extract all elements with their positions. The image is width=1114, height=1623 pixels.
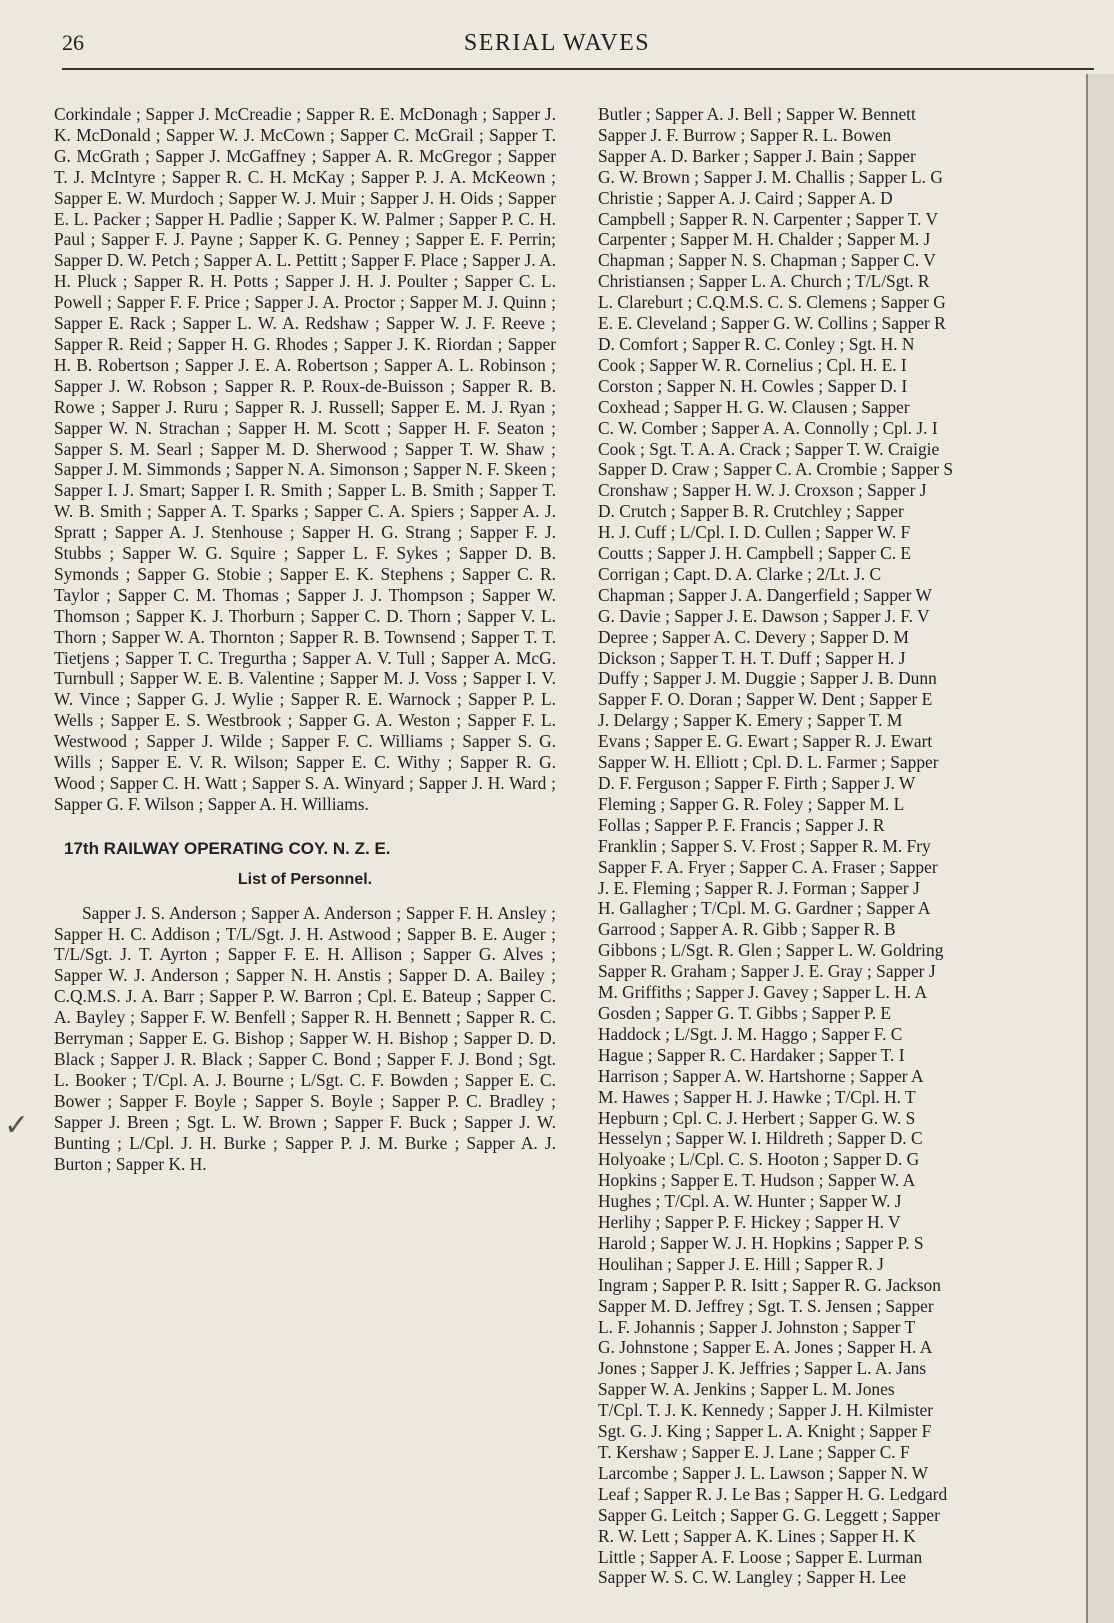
right-column-line: Dickson ; Sapper T. H. T. Duff ; Sapper H. J <box>598 647 906 668</box>
right-column-line: Leaf ; Sapper R. J. Le Bas ; Sapper H. G. Ledgard <box>598 1483 948 1504</box>
right-column-line: Sapper A. D. Barker ; Sapper J. Bain ; Sapper <box>598 145 916 166</box>
right-column-line: H. J. Cuff ; L/Cpl. I. D. Cullen ; Sapper W. F <box>598 522 911 543</box>
right-column-line: Cook ; Sapper W. R. Cornelius ; Cpl. H. E. I <box>598 354 907 375</box>
personnel-list-continued: Corkindale ; Sapper J. McCreadie ; Sapper R. E. McDonagh ; Sapper J. K. McDonald ; Sapper W. J. McCown ; Sapper C. McGrail ; Sapper T. G. McGrath ; Sapper J. McGaffney ; Sapper A. R. McGregor ; Sapper T. J. McIntyre ; Sapper R. C. H. McKay ; Sapper P. J. A. McKeown ; Sapper E. W. Murdoch ; Sapper W. J. Muir ; Sapper J. H. Oids ; Sapper E. L. Packer ; Sapper H. Padlie ; Sapper K. W. Palmer ; Sapper P. C. H. Paul ; Sapper F. J. Payne ; Sapper K. G. Penney ; Sapper E. F. Perrin; Sapper D. W. Petch ; Sapper A. L. Pettitt ; Sapper F. Place ; Sapper J. A. H. Pluck ; Sapper R. H. Potts ; Sapper J. H. J. Poulter ; Sapper C. L. Powell ; Sapper F. F. Price ; Sapper J. A. Proctor ; Sapper M. J. Quinn ; Sapper E. Rack ; Sapper L. W. A. Redshaw ; Sapper W. J. F. Reeve ; Sapper R. Reid ; Sapper H. G. Rhodes ; Sapper J. K. Riordan ; Sapper H. B. Robertson ; Sapper J. E. A. Robertson ; Sapper A. L. Robinson ; Sapper J. W. Robson ; Sapper R. P. Roux-de-Buisson ; Sapper R. B. Rowe ; Sapper J. Ruru ; Sapper R. J. Russell; Sapper E. M. J. Ryan ; Sapper W. N. Strachan ; Sapper H. M. Scott ; Sapper H. F. Seaton ; Sapper S. M. Searl ; Sapper M. D. Sherwood ; Sapper T. W. Shaw ; Sapper J. M. Simmonds ; Sapper N. A. Simonson ; Sapper N. F. Skeen ; Sapper I. J. Smart; Sapper I. R. Smith ; Sapper L. B. Smith ; Sapper T. W. B. Smith ; Sapper A. T. Sparks ; Sapper C. A. Spiers ; Sapper A. J. Spratt ; Sapper A. J. Stenhouse ; Sapper H. G. Strang ; Sapper F. J. Stubbs ; Sapper W. G. Squire ; Sapper L. F. Sykes ; Sapper D. B. Symonds ; Sapper G. Stobie ; Sapper E. K. Stephens ; Sapper C. R. Taylor ; Sapper C. M. Thomas ; Sapper J. J. Thompson ; Sapper W. Thomson ; Sapper K. J. Thorburn ; Sapper C. D. Thorn ; Sapper V. L. Thorn ; Sapper W. A. Thornton ; Sapper R. B. Townsend ; Sapper T. T. Tietjens ; Sapper T. C. Tregurtha ; Sapper A. V. Tull ; Sapper A. McG. Turnbull ; Sapper W. E. B. Valentine ; Sapper M. J. Voss ; Sapper I. V. W. Vince ; Sapper G. J. Wylie ; Sapper R. E. Warnock ; Sapper P. L. Wells ; Sapper E. S. Westbrook ; Sapper G. A. Weston ; Sapper F. L. Westwood ; Sapper J. Wilde ; Sapper F. C. Williams ; Sapper S. G. Wills ; Sapper E. V. R. Wilson; Sapper E. C. Withy ; Sapper R. G. Wood ; Sapper C. H. Watt ; Sapper S. A. Winyard ; Sapper J. H. Ward ; Sapper G. F. Wilson ; Sapper A. H. Williams. <box>54 104 556 814</box>
left-column <box>54 104 556 1174</box>
right-column-line: Hague ; Sapper R. C. Hardaker ; Sapper T. I <box>598 1044 905 1065</box>
right-column-line: T/Cpl. T. J. K. Kennedy ; Sapper J. H. Kilmister <box>598 1400 934 1421</box>
right-column-line: L. Clareburt ; C.Q.M.S. C. S. Clemens ; Sapper G <box>598 292 946 313</box>
right-column-line: Harrison ; Sapper A. W. Hartshorne ; Sapper A <box>598 1065 924 1086</box>
right-column-line: G. Johnstone ; Sapper E. A. Jones ; Sapper H. A <box>598 1337 933 1358</box>
right-column-line: Little ; Sapper A. F. Loose ; Sapper E. Lurman <box>598 1546 923 1567</box>
right-column-line: Fleming ; Sapper G. R. Foley ; Sapper M. L <box>598 793 905 814</box>
right-column-line: Sapper M. D. Jeffrey ; Sgt. T. S. Jensen ; Sapper <box>598 1295 934 1316</box>
right-column-line: G. Davie ; Sapper J. E. Dawson ; Sapper J. F. V <box>598 605 930 626</box>
right-column-line: Coxhead ; Sapper H. G. W. Clausen ; Sapper <box>598 396 910 417</box>
page-number: 26 <box>62 30 84 55</box>
right-column-line: Corrigan ; Capt. D. A. Clarke ; 2/Lt. J. C <box>598 563 882 584</box>
right-column-line: D. Crutch ; Sapper B. R. Crutchley ; Sapper <box>598 501 904 522</box>
right-column-line: Larcombe ; Sapper J. L. Lawson ; Sapper N. W <box>598 1462 929 1483</box>
section-title: 17th RAILWAY OPERATING COY. N. Z. E. <box>64 838 391 858</box>
right-column-line: Sapper F. O. Doran ; Sapper W. Dent ; Sapper E <box>598 689 933 710</box>
right-column-line: Butler ; Sapper A. J. Bell ; Sapper W. Bennett <box>598 104 916 124</box>
header-rule <box>62 68 1094 70</box>
right-column-line: Chapman ; Sapper J. A. Dangerfield ; Sapper W <box>598 584 932 605</box>
right-column-line: Chapman ; Sapper N. S. Chapman ; Sapper C. V <box>598 250 936 271</box>
right-column-line: Sapper W. H. Elliott ; Cpl. D. L. Farmer ; Sapper <box>598 752 939 773</box>
right-column-line: Depree ; Sapper A. C. Devery ; Sapper D. M <box>598 626 910 647</box>
right-column-line: Coutts ; Sapper J. H. Campbell ; Sapper C. E <box>598 543 912 564</box>
right-column-line: C. W. Comber ; Sapper A. A. Connolly ; Cpl. J. I <box>598 417 938 438</box>
right-column-line: Corston ; Sapper N. H. Cowles ; Sapper D. I <box>598 375 908 396</box>
right-column-line: Franklin ; Sapper S. V. Frost ; Sapper R. M. Fry <box>598 835 931 856</box>
right-column-line: Sapper G. Leitch ; Sapper G. G. Leggett ; Sapper <box>598 1504 940 1525</box>
right-column-line: E. E. Cleveland ; Sapper G. W. Collins ; Sapper R <box>598 313 946 334</box>
right-column-line: Sapper D. Craw ; Sapper C. A. Crombie ; Sapper S <box>598 459 954 480</box>
right-column-line: M. Hawes ; Sapper H. J. Hawke ; T/Cpl. H. T <box>598 1086 916 1107</box>
right-column-line: Houlihan ; Sapper J. E. Hill ; Sapper R. J <box>598 1253 884 1274</box>
right-column-line: Campbell ; Sapper R. N. Carpenter ; Sapper T. V <box>598 208 939 229</box>
right-column-line: G. W. Brown ; Sapper J. M. Challis ; Sapper L. G <box>598 166 943 187</box>
right-column-line: Cook ; Sgt. T. A. A. Crack ; Sapper T. W. Craigie <box>598 438 940 459</box>
right-column-line: Sapper W. S. C. W. Langley ; Sapper H. Lee <box>598 1567 907 1588</box>
right-column-line: Hepburn ; Cpl. C. J. Herbert ; Sapper G. W. S <box>598 1107 916 1128</box>
right-column-line: Holyoake ; L/Cpl. C. S. Hooton ; Sapper D. G <box>598 1149 920 1170</box>
pencil-tick-mark: ✓ <box>4 1108 30 1143</box>
personnel-list: Sapper J. S. Anderson ; Sapper A. Anderson ; Sapper F. H. Ansley ; Sapper H. C. Addison ; T/L/Sgt. J. H. Astwood ; Sapper B. E. Auger ; T/L/Sgt. J. T. Ayrton ; Sapper F. E. H. Allison ; Sapper G. Alves ; Sapper W. J. Anderson ; Sapper N. H. Anstis ; Sapper D. A. Bailey ; C.Q.M.S. J. A. Barr ; Sapper P. W. Barron ; Cpl. E. Bateup ; Sapper C. A. Bayley ; Sapper F. W. Benfell ; Sapper R. H. Bennett ; Sapper R. C. Berryman ; Sapper E. G. Bishop ; Sapper W. H. Bishop ; Sapper D. D. Black ; Sapper J. R. Black ; Sapper C. Bond ; Sapper F. J. Bond ; Sgt. L. Booker ; T/Cpl. A. J. Bourne ; L/Sgt. C. F. Bowden ; Sapper E. C. Bower ; Sapper F. Boyle ; Sapper S. Boyle ; Sapper P. C. Bradley ; Sapper J. Breen ; Sgt. L. W. Brown ; Sapper F. Buck ; Sapper J. W. Bunting ; L/Cpl. J. H. Burke ; Sapper P. J. M. Burke ; Sapper A. J. Burton ; Sapper K. H. <box>54 902 556 1174</box>
right-column-line: Cronshaw ; Sapper H. W. J. Croxson ; Sapper J <box>598 480 927 501</box>
adjacent-page-edge <box>1086 74 1114 1623</box>
right-column-line: Sapper F. A. Fryer ; Sapper C. A. Fraser ; Sapper <box>598 856 938 877</box>
right-column-line: D. Comfort ; Sapper R. C. Conley ; Sgt. H. N <box>598 333 915 354</box>
right-column-line: Sapper J. F. Burrow ; Sapper R. L. Bowen <box>598 124 892 145</box>
right-column-line: Sapper R. Graham ; Sapper J. E. Gray ; Sapper J <box>598 961 936 982</box>
right-column-line: Herlihy ; Sapper P. F. Hickey ; Sapper H. V <box>598 1212 901 1233</box>
right-column-line: Sapper W. A. Jenkins ; Sapper L. M. Jones <box>598 1379 895 1400</box>
right-column-line: Hughes ; T/Cpl. A. W. Hunter ; Sapper W. J <box>598 1191 902 1212</box>
running-head-title: SERIAL WAVES <box>463 30 651 56</box>
right-column-line: Haddock ; L/Sgt. J. M. Haggo ; Sapper F. C <box>598 1023 903 1044</box>
right-column-line: Harold ; Sapper W. J. H. Hopkins ; Sapper P. S <box>598 1232 924 1253</box>
right-column-line: J. E. Fleming ; Sapper R. J. Forman ; Sapper J <box>598 877 920 898</box>
right-column-line: Hesselyn ; Sapper W. I. Hildreth ; Sapper D. C <box>598 1128 923 1149</box>
right-column-line: Gibbons ; L/Sgt. R. Glen ; Sapper L. W. Goldring <box>598 940 944 961</box>
right-column <box>598 104 1085 1588</box>
right-column-line: Evans ; Sapper E. G. Ewart ; Sapper R. J. Ewart <box>598 731 933 752</box>
right-column-line: R. W. Lett ; Sapper A. K. Lines ; Sapper H. K <box>598 1525 916 1546</box>
right-column-line: Hopkins ; Sapper E. T. Hudson ; Sapper W. A <box>598 1170 916 1191</box>
right-column-line: L. F. Johannis ; Sapper J. Johnston ; Sapper T <box>598 1316 916 1337</box>
right-column-line: Garrood ; Sapper A. R. Gibb ; Sapper R. B <box>598 919 896 940</box>
section-subtitle: List of Personnel. <box>237 870 373 888</box>
right-column-line: Duffy ; Sapper J. M. Duggie ; Sapper J. B. Dunn <box>598 668 937 689</box>
right-column-line: Sgt. G. J. King ; Sapper L. A. Knight ; Sapper F <box>598 1421 932 1442</box>
right-column-line: Jones ; Sapper J. K. Jeffries ; Sapper L. A. Jans <box>598 1358 927 1379</box>
right-column-line: J. Delargy ; Sapper K. Emery ; Sapper T. M <box>598 710 903 731</box>
right-column-line: T. Kershaw ; Sapper E. J. Lane ; Sapper C. F <box>598 1442 910 1462</box>
right-column-line: H. Gallagher ; T/Cpl. M. G. Gardner ; Sapper A <box>598 898 931 919</box>
right-column-line: Christiansen ; Sapper L. A. Church ; T/L/Sgt. R <box>598 271 930 292</box>
right-column-line: D. F. Ferguson ; Sapper F. Firth ; Sapper J. W <box>598 773 916 793</box>
right-column-line: Gosden ; Sapper G. T. Gibbs ; Sapper P. E <box>598 1002 892 1023</box>
right-column-line: M. Griffiths ; Sapper J. Gavey ; Sapper L. H. A <box>598 982 928 1003</box>
right-column-line: Ingram ; Sapper P. R. Isitt ; Sapper R. G. Jackson <box>598 1274 941 1295</box>
right-column-line: Christie ; Sapper A. J. Caird ; Sapper A. D <box>598 187 893 208</box>
right-column-line: Follas ; Sapper P. F. Francis ; Sapper J. R <box>598 814 885 835</box>
right-column-line: Carpenter ; Sapper M. H. Chalder ; Sapper M. J <box>598 229 931 250</box>
